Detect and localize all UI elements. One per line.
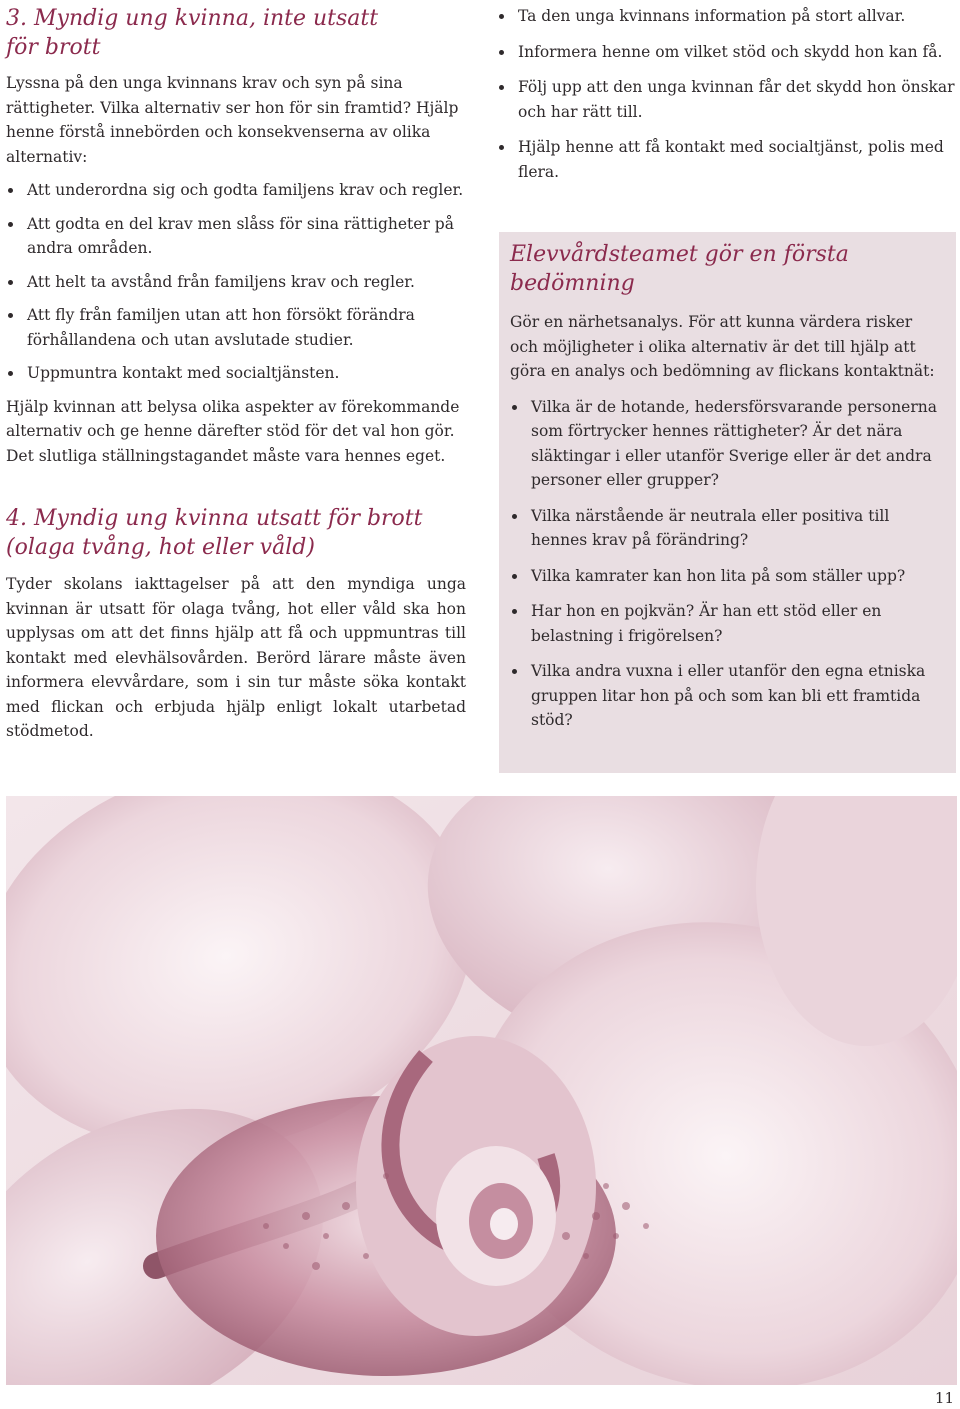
- section-4-heading-line1: 4. Myndig ung kvinna utsatt för brott: [6, 506, 423, 531]
- assessment-box: [499, 232, 956, 773]
- assessment-heading-line1: Elevvårdsteamet gör en första: [510, 242, 849, 267]
- bullet-item: Att fly från familjen utan att hon försökt förändra förhållandena och utan avslutade studier.: [6, 303, 466, 352]
- bullet-item: Hjälp henne att få kontakt med socialtjänst, polis med flera.: [497, 135, 957, 184]
- left-column: [6, 4, 466, 744]
- section-3-heading-line2: för brott: [6, 35, 101, 60]
- section-4-heading: [6, 504, 466, 562]
- orchid-illustration: [6, 796, 957, 1385]
- section-3-bullet-list: [6, 178, 466, 386]
- bullet-item: Följ upp att den unga kvinnan får det skydd hon önskar och har rätt till.: [497, 75, 957, 124]
- bullet-item: Att underordna sig och godta familjens krav och regler.: [6, 178, 466, 203]
- right-bullet-list: [497, 4, 957, 184]
- assessment-intro: Gör en närhetsanalys. För att kunna värdera risker och möjligheter i olika alternativ är det till hjälp att göra en analys och bedömning av flickans kontaktnät:: [510, 313, 935, 380]
- bullet-item: Vilka andra vuxna i eller utanför den egna etniska gruppen litar hon på och som kan bli ett framtida stöd?: [510, 659, 944, 733]
- section-4-body: Tyder skolans iakttagelser på att den myndiga unga kvinnan är utsatt för olaga tvång, hot eller våld ska hon upplysas om att det finns hjälp att få och uppmuntras till kontakt med elevhälsovården. Berörd lärare måste även informera elevvårdare, som i sin tur måste söka kontakt med flickan och erbjuda hjälp enligt lokalt utarbetad stödmetod.: [6, 575, 466, 740]
- bullet-item: Informera henne om vilket stöd och skydd hon kan få.: [497, 40, 957, 65]
- orchid-photo: [6, 796, 957, 1385]
- assessment-heading-line2: bedömning: [510, 271, 635, 296]
- assessment-box-heading: [510, 240, 944, 298]
- section-3-heading: [6, 4, 466, 62]
- bullet-item: Ta den unga kvinnans information på stort allvar.: [497, 4, 957, 29]
- bullet-item: Uppmuntra kontakt med socialtjänsten.: [6, 361, 466, 386]
- assessment-bullet-list: [510, 395, 944, 733]
- section-3-intro: Lyssna på den unga kvinnans krav och syn på sina rättigheter. Vilka alternativ ser hon för sin framtid? Hjälp henne förstå innebörden och konsekvenserna av olika alternativ:: [6, 74, 459, 166]
- right-column: [497, 4, 957, 195]
- section-3-closing: Hjälp kvinnan att belysa olika aspekter av förekommande alternativ och ge henne därefter stöd för det val hon gör. Det slutliga ställningstagandet måste vara hennes eget.: [6, 397, 460, 465]
- section-3-heading-line1: 3. Myndig ung kvinna, inte utsatt: [6, 6, 379, 31]
- bullet-item: Vilka kamrater kan hon lita på som ställer upp?: [510, 564, 944, 589]
- bullet-item: Att helt ta avstånd från familjens krav och regler.: [6, 270, 466, 295]
- bullet-item: Vilka är de hotande, hedersförsvarande personerna som förtrycker hennes rättigheter? Är det nära släktingar i eller utanför Sverige eller är det andra personer eller grupper?: [510, 395, 944, 493]
- bullet-item: Har hon en pojkvän? Är han ett stöd eller en belastning i frigörelsen?: [510, 599, 944, 648]
- bullet-item: Att godta en del krav men slåss för sina rättigheter på andra områden.: [6, 212, 466, 261]
- page-number: 11: [934, 1389, 954, 1407]
- section-4-heading-line2: (olaga tvång, hot eller våld): [6, 535, 315, 560]
- bullet-item: Vilka närstående är neutrala eller positiva till hennes krav på förändring?: [510, 504, 944, 553]
